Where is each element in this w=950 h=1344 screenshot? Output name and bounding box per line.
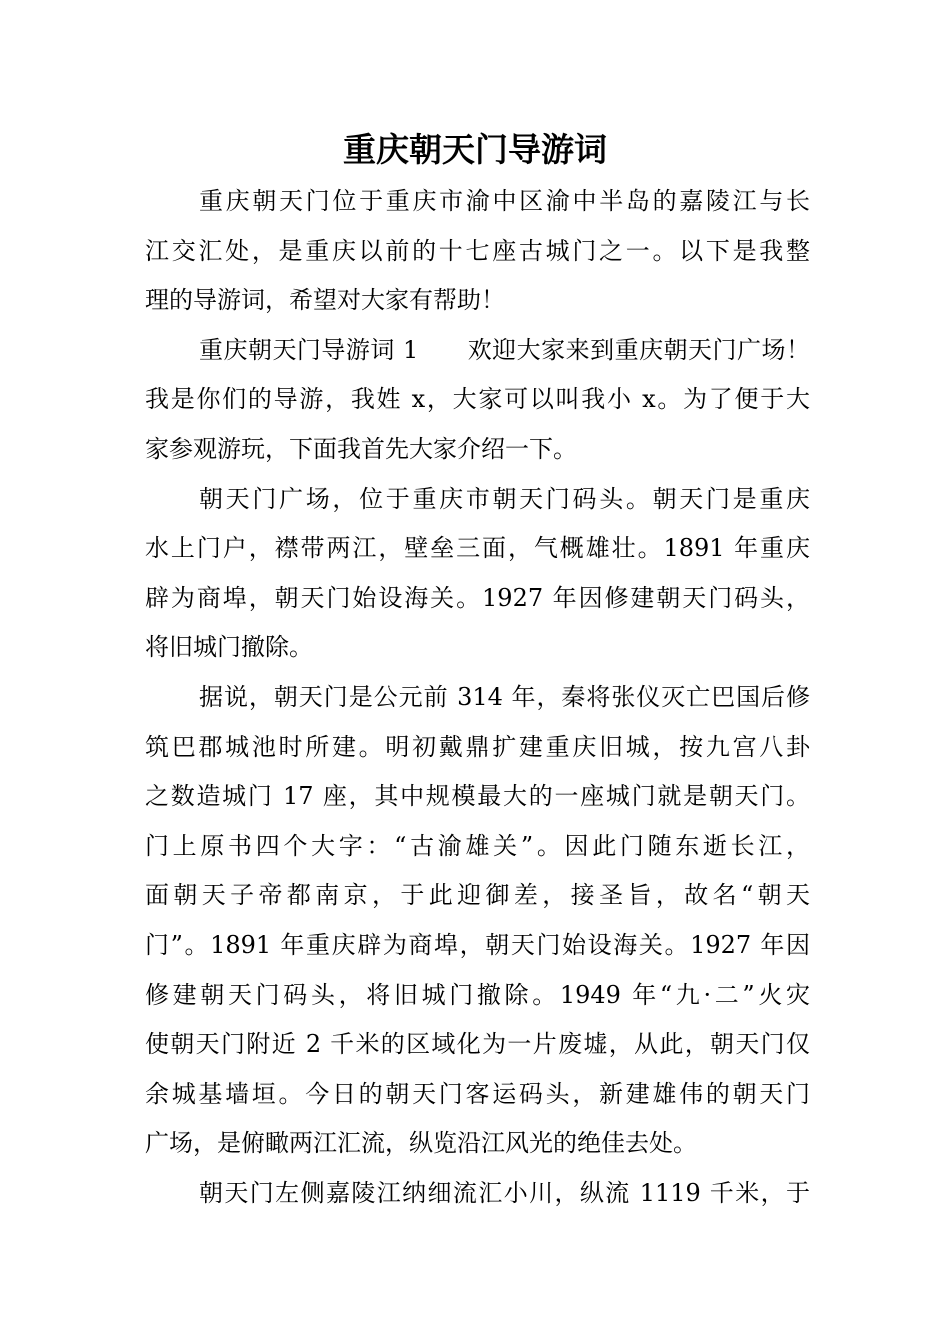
paragraph-line: 水上门户，襟带两江，壁垒三面，气概雄壮。1891 年重庆 xyxy=(145,534,810,563)
paragraph-line: 家参观游玩，下面我首先大家介绍一下。 xyxy=(145,434,577,463)
paragraph-line: 据说，朝天门是公元前 314 年，秦将张仪灭亡巴国后修 xyxy=(199,682,810,711)
paragraph-line: 修建朝天门码头，将旧城门撤除。1949 年“九·二”火灾 xyxy=(145,980,810,1009)
paragraph-line: 余城基墙垣。今日的朝天门客运码头，新建雄伟的朝天门 xyxy=(145,1079,810,1108)
paragraph-line: 辟为商埠，朝天门始设海关。1927 年因修建朝天门码头， xyxy=(145,583,810,612)
paragraph-line: 重庆朝天门导游词 1 欢迎大家来到重庆朝天门广场！ xyxy=(199,335,810,364)
paragraph-line: 之数造城门 17 座，其中规模最大的一座城门就是朝天门。 xyxy=(145,782,810,811)
paragraph-line: 重庆朝天门位于重庆市渝中区渝中半岛的嘉陵江与长 xyxy=(199,187,810,215)
paragraph-line: 理的导游词，希望对大家有帮助！ xyxy=(145,286,505,315)
paragraph-line: 江交汇处，是重庆以前的十七座古城门之一。以下是我整 xyxy=(145,236,810,265)
paragraph-line: 广场，是俯瞰两江汇流，纵览沿江风光的绝佳去处。 xyxy=(145,1129,697,1158)
paragraph-line: 使朝天门附近 2 千米的区域化为一片废墟，从此，朝天门仅 xyxy=(145,1030,810,1059)
document-body xyxy=(145,177,810,1218)
paragraph-line: 筑巴郡城池时所建。明初戴鼎扩建重庆旧城，按九宫八卦 xyxy=(145,732,810,761)
paragraph-line: 门上原书四个大字：“古渝雄关”。因此门随东逝长江， xyxy=(145,831,810,860)
paragraph-line: 面朝天子帝都南京，于此迎御差，接圣旨，故名“朝天 xyxy=(145,881,810,910)
paragraph-line: 我是你们的导游，我姓 x，大家可以叫我小 x。为了便于大 xyxy=(145,385,810,414)
paragraph-line: 将旧城门撤除。 xyxy=(145,633,313,662)
paragraph-line: 朝天门广场，位于重庆市朝天门码头。朝天门是重庆 xyxy=(199,484,810,513)
document-title: 重庆朝天门导游词 xyxy=(343,130,607,169)
paragraph-line: 门”。1891 年重庆辟为商埠，朝天门始设海关。1927 年因 xyxy=(145,930,810,959)
paragraph-line: 朝天门左侧嘉陵江纳细流汇小川，纵流 1119 千米，于 xyxy=(199,1178,810,1207)
